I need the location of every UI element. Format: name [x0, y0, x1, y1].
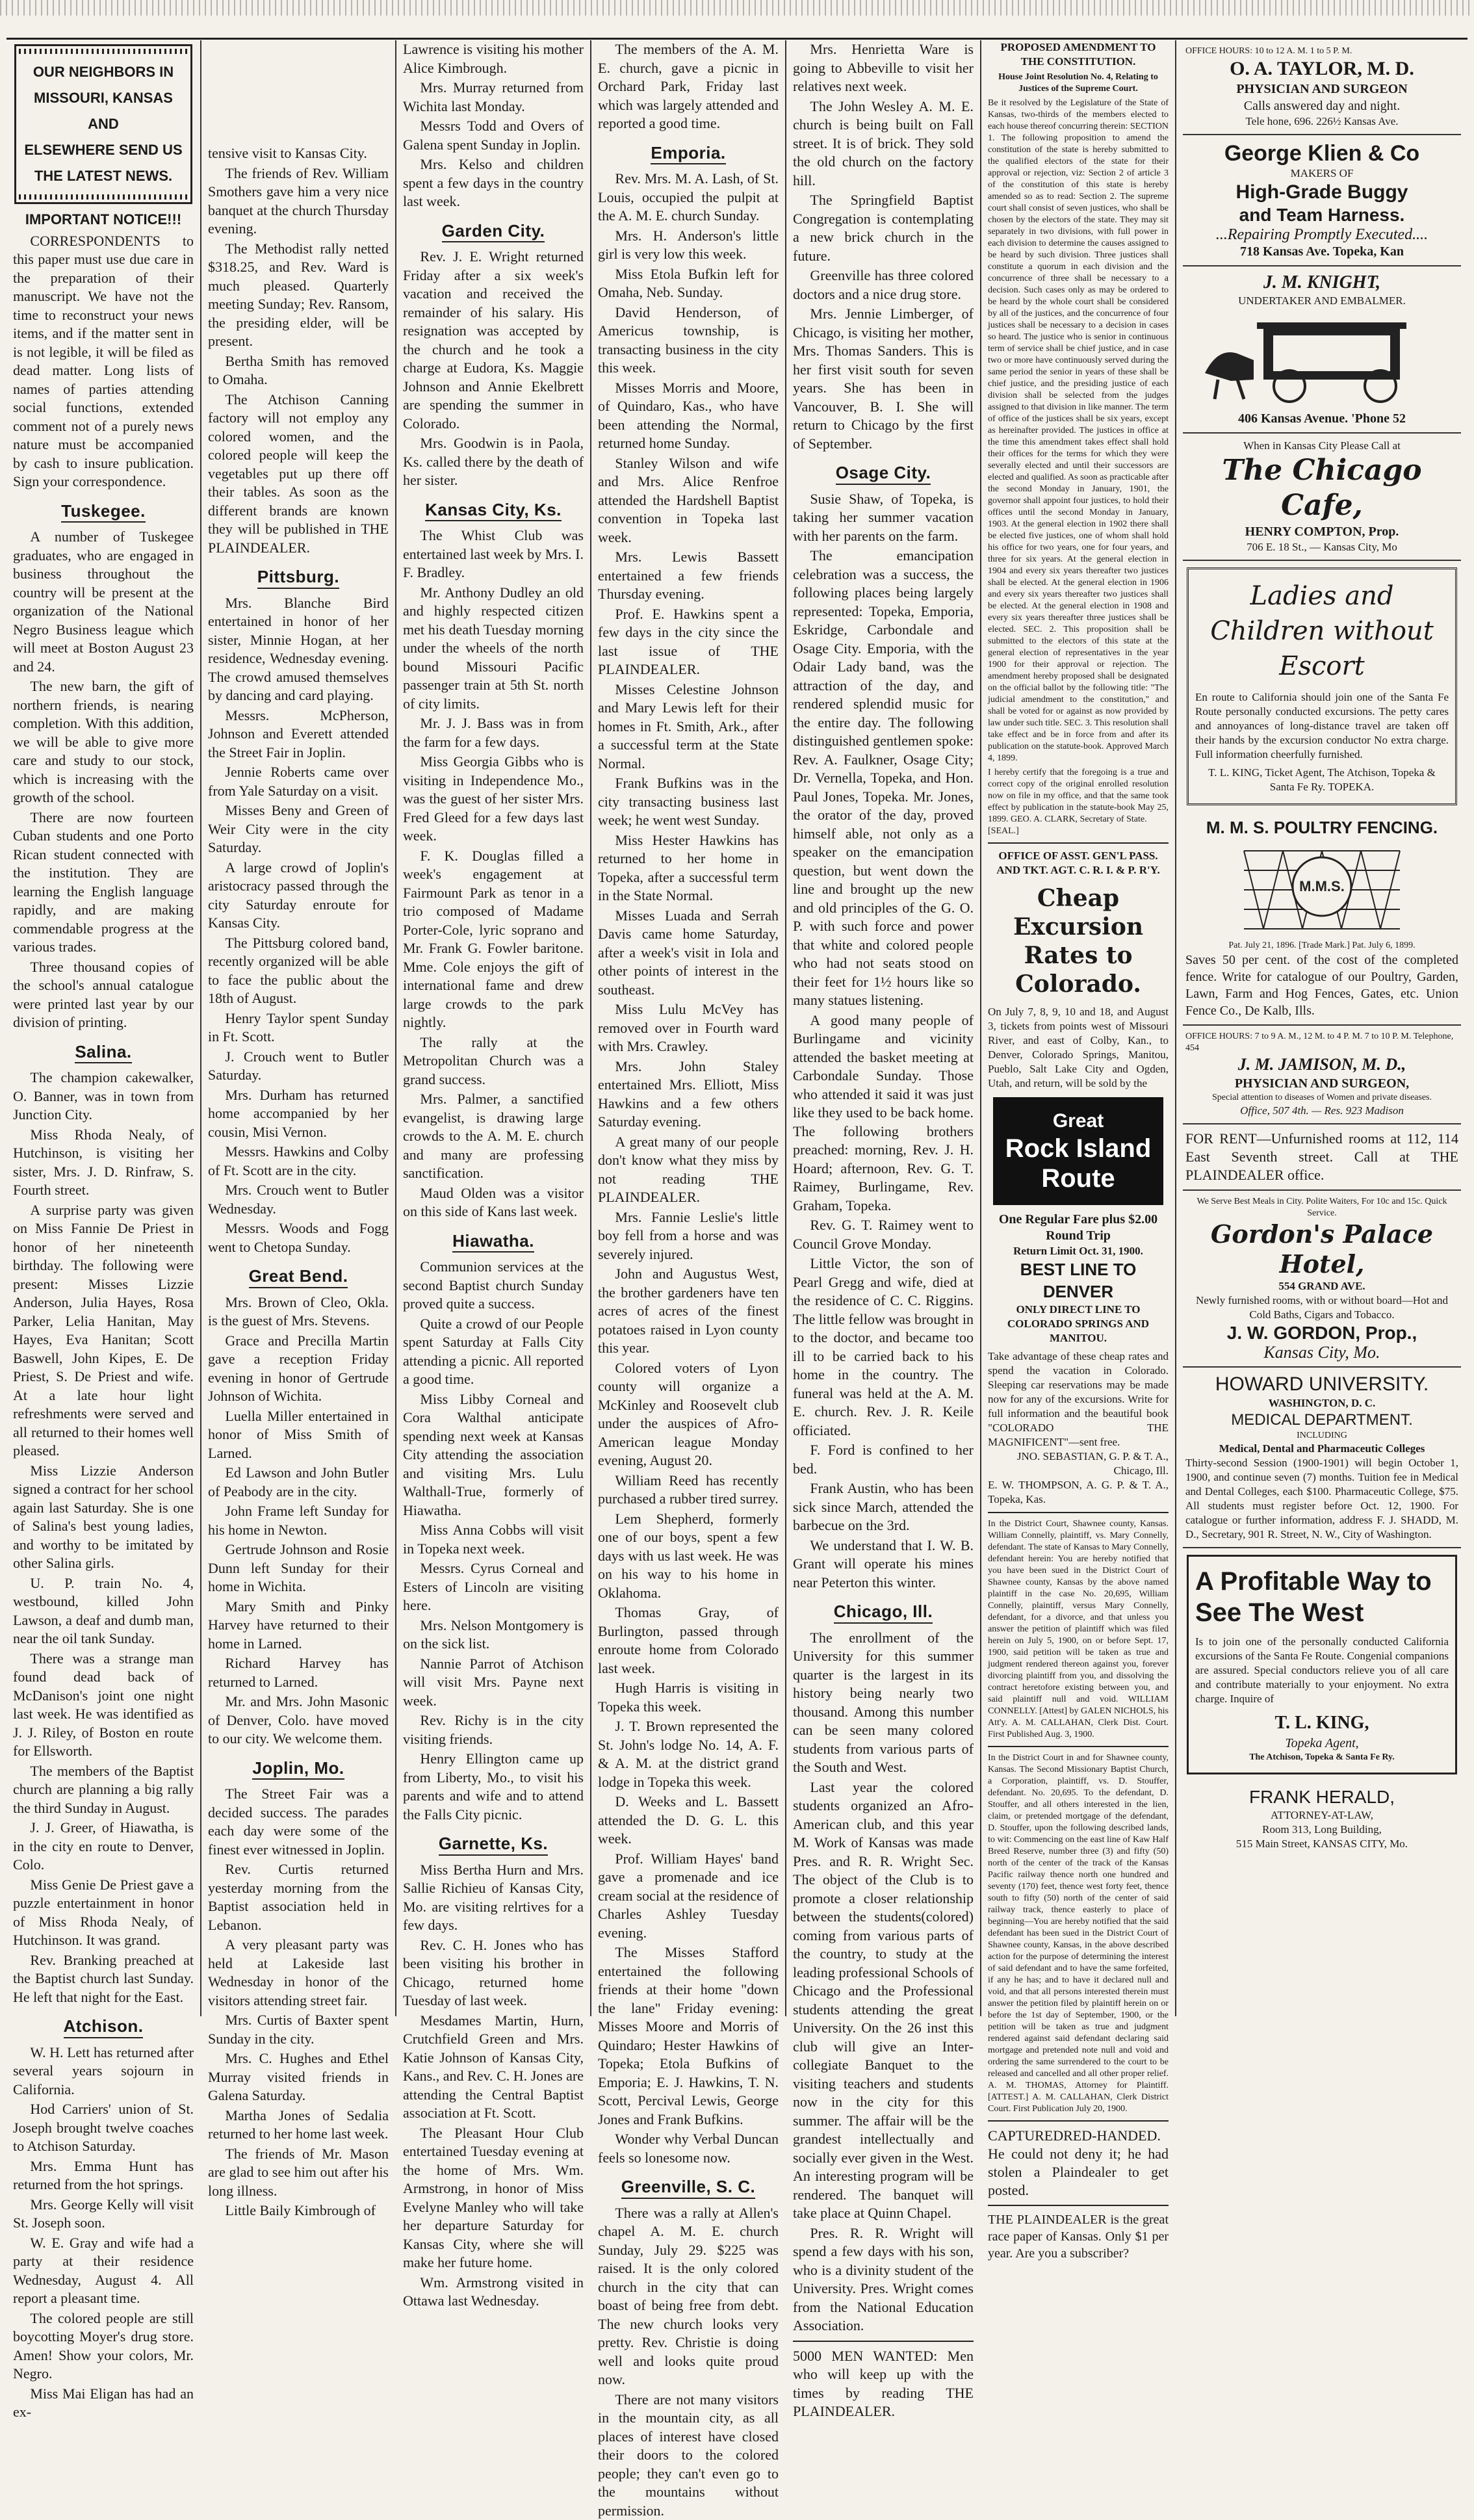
- taylor-ad: [1183, 40, 1461, 135]
- article-paragraph: Henry Taylor spent Sunday in Ft. Scott.: [208, 1009, 389, 1046]
- ladies-agent: T. L. KING, Ticket Agent, The Atchison, Topeka & Santa Fe Ry. TOPEKA.: [1195, 766, 1449, 794]
- article-paragraph: There are now fourteen Cuban students and one Porto Rican student connected with the institution. They are learning the English language rapidly, and are making commendable progress at the various trades.: [13, 809, 194, 957]
- article-paragraph: Wm. Armstrong visited in Ottawa last Wednesday.: [403, 2274, 584, 2311]
- article-paragraph: The Methodist rally netted $318.25, and Rev. Ward is much pleased. Quarterly meeting Sunday; Rev. Ransom, the presiding elder, will be present.: [208, 240, 389, 351]
- article-paragraph: Mrs. Crouch went to Butler Wednesday.: [208, 1181, 389, 1218]
- gordon-proprietor: J. W. GORDON, Prop.,: [1185, 1322, 1458, 1344]
- jamison-note: Special attention to diseases of Women and private diseases.: [1185, 1092, 1458, 1104]
- article-paragraph: U. P. train No. 4, westbound, killed John Lawson, a deaf and dumb man, near the oil tank Sunday.: [13, 1574, 194, 1648]
- article-paragraph: A large crowd of Joplin's aristocracy passed through the city Saturday enroute for Kansas City.: [208, 859, 389, 933]
- article-paragraph: The members of the Baptist church are planning a big rally the third Sunday in August.: [13, 1762, 194, 1818]
- gordon-top: We Serve Best Meals in City. Polite Waiters, For 10c and 15c. Quick Service.: [1185, 1196, 1458, 1219]
- article-paragraph: Mr. Anthony Dudley an old and highly respected citizen met his death Tuesday morning under the wheels of the north bound Missouri Pacific passenger train at 5th St. north of city limits.: [403, 584, 584, 714]
- article-paragraph: Misses Luada and Serrah Davis came home Saturday, after a week's visit in Iola and other points of interest in the southeast.: [598, 907, 779, 1000]
- article-paragraph: Mr. J. J. Bass was in from the farm for a few days.: [403, 714, 584, 751]
- article-paragraph: The Misses Stafford entertained the following friends at their home "down the lane" Friday evening: Misses Moore and Morris of Quindaro; Hester Hawkins of Topeka; Etola Bufkins of Emporia; E. J. Hawkins, T. N. Scott, Percival Lewis, George Jones and Frank Bufkins.: [598, 1943, 779, 2129]
- article-paragraph: Mrs. Blanche Bird entertained in honor of her sister, Minnie Hogan, at her residence, Wednesday evening. The crowd amused themselves by dancing and card playing.: [208, 594, 389, 705]
- article-paragraph: Miss Etola Bufkin left for Omaha, Neb. Sunday.: [598, 265, 779, 302]
- osage-city-heading-text: Osage City.: [836, 463, 931, 485]
- article-paragraph: Messrs. Cyrus Corneal and Esters of Lincoln are visiting here.: [403, 1559, 584, 1615]
- divider: [793, 2341, 974, 2342]
- article-paragraph: Maud Olden was a visitor on this side of Kans last week.: [403, 1184, 584, 1221]
- gordon-hotel-ad: [1183, 1191, 1461, 1368]
- thompson-signature: E. W. THOMPSON, A. G. P. & T. A., Topeka, Kas.: [988, 1478, 1169, 1507]
- banner-spacer: [208, 40, 389, 144]
- article-paragraph: Lem Shepherd, formerly one of our boys, spent a few days with us last week. He was on his way to his home in Oklahoma.: [598, 1510, 779, 1603]
- article-paragraph: W. E. Gray and wife had a party at their residence Wednesday, August 4. All report a pleasant time.: [13, 2234, 194, 2308]
- article-paragraph: Miss Rhoda Nealy, of Hutchinson, is visiting her sister, Mrs. J. D. Rinfraw, S. Fourth street.: [13, 1126, 194, 1200]
- howard-text: Thirty-second Session (1900-1901) will begin October 1, 1900, and continue seven (7) months. Tuition fee in Medical and Dental Colleges, each $100. Pharmaceutic College, $75. All students must register before Oct. 12, 1900. For catalogue or further information, address F. J. SHADD, M. D., Secretary, 901 R. Street, N. W., City of Washington.: [1185, 1456, 1458, 1542]
- article-paragraph: Mrs. Goodwin is in Paola, Ks. called there by the death of her sister.: [403, 434, 584, 490]
- klien-repair: ...Repairing Promptly Executed....: [1185, 226, 1458, 243]
- herald-ad: [1183, 1781, 1461, 1856]
- gordon-city: Kansas City, Mo.: [1185, 1344, 1458, 1361]
- article-paragraph: Grace and Precilla Martin gave a reception Friday evening in honor of Gertrude Johnson of Wichita.: [208, 1332, 389, 1406]
- article-paragraph: Henry Ellington came up from Liberty, Mo., to visit his parents and wife and to attend the Falls City picnic.: [403, 1750, 584, 1824]
- pittsburg-heading-text: Pittsburg.: [257, 567, 339, 589]
- emporia-heading-text: Emporia.: [651, 144, 725, 165]
- article-paragraph: J. Crouch went to Butler Saturday.: [208, 1048, 389, 1085]
- article-paragraph: Pres. R. R. Wright will spend a few days with his son, who is a divinity student of the University. Pres. Wright comes from the National Education Association.: [793, 2224, 974, 2335]
- tuskegee-heading: [13, 502, 194, 523]
- knight-address: 406 Kansas Avenue. 'Phone 52: [1185, 410, 1458, 427]
- column-2: [201, 40, 396, 2016]
- article-paragraph: The enrollment of the University for this summer quarter is the largest in its history being nearly two thousand. Among this number can be seen many colored students from various parts of the South and West.: [793, 1629, 974, 1777]
- howard-city: WASHINGTON, D. C.: [1185, 1396, 1458, 1410]
- hiawatha-heading: [403, 1232, 584, 1253]
- article-paragraph: Mrs. Emma Hunt has returned from the hot springs.: [13, 2157, 194, 2194]
- advantage-text: Take advantage of these cheap rates and spend the vacation in Colorado. Sleeping car reservations may be made now for any of the excursions. Write for full information and the beautiful book "COLORADO THE MAGNIFICENT"—sent free.: [988, 1349, 1169, 1449]
- knight-name: J. M. KNIGHT,: [1185, 272, 1458, 294]
- article-paragraph: William Reed has recently purchased a rubber tired surrey.: [598, 1472, 779, 1509]
- article-paragraph: The Pleasant Hour Club entertained Tuesday evening at the home of Mrs. Wm. Armstrong, in honor of Miss Evelyne Manley who will take her departure Saturday for Kansas City, where she will make her future home.: [403, 2124, 584, 2272]
- article-paragraph: There was a strange man found dead back of McDanison's joint one night last week. He was identified as J. J. Riley, of Boston en route for Ellsworth.: [13, 1650, 194, 1761]
- article-paragraph: Mesdames Martin, Hurn, Crutchfield Green and Mrs. Katie Johnson of Kansas City, Kans., and Rev. C. H. Jones are attending the Central Baptist association at Ft. Scott.: [403, 2012, 584, 2123]
- greenville-heading: [598, 2177, 779, 2199]
- article-paragraph: Hugh Harris is visiting in Topeka this week.: [598, 1679, 779, 1716]
- profit-railway: The Atchison, Topeka & Santa Fe Ry.: [1195, 1752, 1449, 1763]
- cafe-proprietor: HENRY COMPTON, Prop.: [1185, 523, 1458, 540]
- taylor-title: PHYSICIAN AND SURGEON: [1185, 81, 1458, 97]
- article-paragraph: Mrs. Henrietta Ware is going to Abbeville to visit her relatives next week.: [793, 40, 974, 96]
- article-paragraph: Gertrude Johnson and Rosie Dunn left Sunday for their home in Wichita.: [208, 1540, 389, 1596]
- klien-address: 718 Kansas Ave. Topeka, Kan: [1185, 243, 1458, 260]
- profit-king: T. L. KING,: [1195, 1711, 1449, 1735]
- article-paragraph: Miss Hester Hawkins has returned to her home in Topeka, after a successful term in the State Normal.: [598, 831, 779, 905]
- article-paragraph: Mrs. Kelso and children spent a few days in the country last week.: [403, 155, 584, 211]
- column-1: [6, 40, 201, 2016]
- article-paragraph: Last year the colored students organized an Afro-American club, and this year M. Work of Kansas was made Pres. and R. R. Wright Sec. The object of the Club is to promote a closer relationship between the students(colored) coming from various parts of the country, to study at the leading professional Schools of Chicago and the Professional students attending the great University. On the 26 inst this club will give an Inter-collegiate Banquet to the visiting teachers and students now in the city for this summer. The affair will be the grandest intellectually and socially ever given in the West. An interesting program will be rendered. The banquet will take place at Quinn Chapel.: [793, 1778, 974, 2223]
- notice-title: IMPORTANT NOTICE!!!: [13, 211, 194, 229]
- article-paragraph: J. T. Brown represented the St. John's lodge No. 14, A. F. & A. M. at the district grand lodge in Topeka this week.: [598, 1717, 779, 1791]
- article-paragraph: A great many of our people don't know what they miss by not reading THE PLAINDEALER.: [598, 1133, 779, 1207]
- return-limit: Return Limit Oct. 31, 1900.: [988, 1244, 1169, 1258]
- article-paragraph: Mrs. H. Anderson's little girl is very low this week.: [598, 227, 779, 264]
- article-paragraph: F. Ford is confined to her bed.: [793, 1441, 974, 1478]
- gordon-name: Gordon's Palace Hotel,: [1185, 1219, 1458, 1279]
- howard-ad: [1183, 1368, 1461, 1548]
- article-paragraph: Luella Miller entertained in honor of Miss Smith of Larned.: [208, 1407, 389, 1463]
- article-paragraph: Messrs Todd and Overs of Galena spent Sunday in Joplin.: [403, 117, 584, 154]
- jamison-ad: [1183, 1026, 1461, 1124]
- article-paragraph: Frank Bufkins was in the city transacting business last week; he went west Sunday.: [598, 774, 779, 830]
- sebastian-signature: JNO. SEBASTIAN, G. P. & T. A., Chicago, Ill.: [988, 1449, 1169, 1478]
- article-paragraph: Miss Lulu McVey has removed over in Fourth ward with Mrs. Crawley.: [598, 1000, 779, 1056]
- garden-city-heading: [403, 222, 584, 243]
- logo-route: Route: [997, 1163, 1159, 1193]
- divider: [988, 2120, 1169, 2122]
- herald-room: Room 313, Long Building,: [1185, 1823, 1458, 1837]
- best-line: BEST LINE TO DENVER: [988, 1258, 1169, 1303]
- klien-name: George Klien & Co: [1185, 140, 1458, 166]
- jamison-name: J. M. JAMISON, M. D.,: [1185, 1054, 1458, 1075]
- article-paragraph: Miss Libby Corneal and Cora Walthal anticipate spending next week at Kansas City attending the association and visiting Mrs. Lulu Walthall-True, formerly of Hiawatha.: [403, 1390, 584, 1520]
- klien-makers: MAKERS OF: [1185, 166, 1458, 181]
- article-paragraph: Thomas Gray, of Burlington, passed through enroute home from Colorado last week.: [598, 1604, 779, 1678]
- legal-notice-2: In the District Court in and for Shawnee county, Kansas. The Second Missionary Baptist Church, a Corporation, plaintiff, vs. D. Stouffer, defendant. No. 20,695. To the defendant, D. Stouffer, and all others interested in the lien, claim, or pretended mortgage of the defendant, D. Stouffer, upon the following described lands, to wit: Commencing on the east line of Kaw Half Breed Reserve, number three (3) and fifty (50) north of the center of the track of the Kansas Pacific railway thence north one hundred and seventy (170) feet, thence west forty feet, thence south to fifty (50) north of the center of said railway track, thence easterly to place of beginning—You are hereby notified that the said defendant has been sued in the District Court of Shawnee county, Kansas, in the above described action for the purpose of determining the interest of said defendant and to have the same forfeited, if any he has; and to have it declared null and void, and that all persons interested therein must answer the petition filed by plaintiff herein on or before the 1st day of September, 1900, or the petition will be taken as true and judgment rendered against said defendant declaring said mortgage and pretended note null and void and ordering the same surrendered to the court to be released and cancelled and all other proper relief. A. M. THOMAS, Attorney for Plaintiff. [ATTEST.] A. M. CALLAHAN, Clerk District Court. First Publication July 20, 1900.: [988, 1752, 1169, 2115]
- poultry-title: M. M. S. POULTRY FENCING.: [1185, 817, 1458, 838]
- kansas-city-heading: [403, 500, 584, 522]
- atchison-heading-text: Atchison.: [64, 2017, 144, 2038]
- hiawatha-heading-text: Hiawatha.: [452, 1232, 534, 1253]
- logo-great: Great: [997, 1109, 1159, 1134]
- captured-notice: CAPTUREDRED-HANDED. He could not deny it; he had stolen a Plaindealer to get posted.: [988, 2127, 1169, 2200]
- article-paragraph: Three thousand copies of the school's annual catalogue were printed last year by our division of printing.: [13, 958, 194, 1032]
- profitable-way-ad: [1187, 1555, 1457, 1774]
- greenville-heading-text: Greenville, S. C.: [621, 2177, 755, 2199]
- article-paragraph: Rev. G. T. Raimey went to Council Grove Monday.: [793, 1216, 974, 1253]
- article-paragraph: Mrs. Brown of Cleo, Okla. is the guest of Mrs. Stevens.: [208, 1293, 389, 1331]
- article-paragraph: Rev. J. E. Wright returned Friday after a six week's vacation and received the remainder of his salary. His resignation was accepted by the church and he took a charge at Eudora, Ks. Maggie Johnson and Annie Ekelbrett are spending the summer in Colorado.: [403, 248, 584, 433]
- divider: [988, 1746, 1169, 1747]
- taylor-name: O. A. TAYLOR, M. D.: [1185, 57, 1458, 81]
- chicago-cafe-ad: [1183, 434, 1461, 561]
- great-bend-heading: [208, 1267, 389, 1288]
- salina-heading: [13, 1043, 194, 1064]
- notice-text: CORRESPONDENTS to this paper must use due care in the preparation of their manuscript. We have not the time to reconstruct your news items, and if the matter sent in is not legible, it will be filed as dead matter. Long lists of names of parties attending social functions, extended comment not of a purely news nature must be accompanied by cash to insure publication. Sign your correspondence.: [13, 232, 194, 491]
- article-paragraph: The champion cakewalker, O. Banner, was in town from Junction City.: [13, 1069, 194, 1124]
- article-paragraph: The friends of Mr. Mason are glad to see him out after his long illness.: [208, 2145, 389, 2201]
- article-paragraph: Miss Anna Cobbs will visit in Topeka next week.: [403, 1521, 584, 1558]
- article-paragraph: Mrs. Jennie Limberger, of Chicago, is visiting her mother, Mrs. Thomas Sanders. This is her first visit south for seven years. She has been in Vancouver, B. I. She will return to Chicago by the first of September.: [793, 305, 974, 453]
- article-paragraph: The members of the A. M. E. church, gave a picnic in Orchard Park, Friday last which was largely attended and reported a good time.: [598, 40, 779, 133]
- knight-ad: [1183, 266, 1461, 434]
- banner-line-2: ELSEWHERE SEND US THE LATEST NEWS.: [20, 137, 187, 189]
- gordon-address: 554 GRAND AVE.: [1185, 1279, 1458, 1293]
- klien-ad: [1183, 135, 1461, 266]
- divider: [988, 1512, 1169, 1513]
- article-paragraph: Mr. and Mrs. John Masonic of Denver, Colo. have moved to our city. We welcome them.: [208, 1693, 389, 1748]
- article-paragraph: Rev. Branking preached at the Baptist church last Sunday. He left that night for the East.: [13, 1951, 194, 2007]
- article-paragraph: There was a rally at Allen's chapel A. M. E. church Sunday, July 29. $225 was raised. It is the only colored church in the city that can boast of being free from debt. The new church looks very pretty. Rev. Christie is doing well and looks quite proud now.: [598, 2204, 779, 2389]
- poultry-ad: [1183, 812, 1461, 1026]
- divider: [988, 842, 1169, 844]
- amendment-subtitle: House Joint Resolution No. 4, Relating to Justices of the Supreme Court.: [988, 71, 1169, 95]
- article-paragraph: Mary Smith and Pinky Harvey have returned to their home in Larned.: [208, 1598, 389, 1654]
- emporia-heading: [598, 144, 779, 165]
- article-paragraph: Mrs. Palmer, a sanctified evangelist, is drawing large crowds to the A. M. E. church and many are professing sanctification.: [403, 1090, 584, 1183]
- article-paragraph: Little Baily Kimbrough of: [208, 2202, 389, 2220]
- poultry-emblem-icon: [1237, 838, 1406, 935]
- for-rent-ad: [1183, 1124, 1461, 1191]
- tuskegee-heading-text: Tuskegee.: [61, 502, 146, 523]
- article-paragraph: The John Wesley A. M. E. church is being built on Fall street. It is of brick. They sold the old church on the factory hill.: [793, 97, 974, 190]
- article-paragraph: Mrs. Nelson Montgomery is on the sick list.: [403, 1617, 584, 1654]
- article-paragraph: Rev. Mrs. M. A. Lash, of St. Louis, occupied the pulpit at the A. M. E. church Sunday.: [598, 170, 779, 226]
- joplin-heading-text: Joplin, Mo.: [252, 1759, 344, 1780]
- klien-buggy: High-Grade Buggy: [1185, 181, 1458, 204]
- article-paragraph: Little Victor, the son of Pearl Gregg and wife, died at the residence of C. C. Riggins. The little fellow was brought in to the doctor, and became too ill to be carried back to his home in the country. The funeral was held at the A. M. E. church. Rev. J. R. Keile officiated.: [793, 1254, 974, 1440]
- garnette-heading-text: Garnette, Ks.: [439, 1834, 548, 1856]
- column-6: [981, 40, 1176, 2016]
- article-paragraph: There are not many visitors in the mountain city, as all places of interest have closed their doors to the colored people; they can't even go to the mountains without permission.: [598, 2391, 779, 2520]
- paper-subscription: THE PLAINDEALER is the great race paper of Kansas. Only $1 per year. Are you a subscriber?: [988, 2211, 1169, 2262]
- article-paragraph: A good many people of Burlingame and vicinity attended the basket meeting at Carbondale Sunday. Those who attended it said it was just like they used to be back home. The following brothers preached: morning, Rev. J. H. Hoard; afternoon, Rev. G. T. Raimey, Burlingame, Rev. Graham, Topeka.: [793, 1011, 974, 1215]
- profit-agent: Topeka Agent,: [1195, 1735, 1449, 1752]
- article-paragraph: We understand that I. W. B. Grant will operate his mines near Peterton this winter.: [793, 1537, 974, 1592]
- article-paragraph: Rev. C. H. Jones who has been visiting his brother in Chicago, returned home Tuesday of last week.: [403, 1936, 584, 2010]
- article-paragraph: Wonder why Verbal Duncan feels so lonesome now.: [598, 2130, 779, 2167]
- article-paragraph: Messrs. Woods and Fogg went to Chetopa Sunday.: [208, 1219, 389, 1256]
- article-paragraph: Rev. Richy is in the city visiting friends.: [403, 1711, 584, 1748]
- great-bend-heading-text: Great Bend.: [249, 1267, 348, 1288]
- cafe-when: When in Kansas City Please Call at: [1185, 439, 1458, 453]
- article-paragraph: tensive visit to Kansas City.: [208, 144, 389, 163]
- article-paragraph: Misses Morris and Moore, of Quindaro, Kas., who have been attending the Normal, returned home Sunday.: [598, 379, 779, 453]
- howard-department: MEDICAL DEPARTMENT.: [1185, 1410, 1458, 1430]
- article-paragraph: The Pittsburg colored band, recently organized will be able to face the public about the 18th of August.: [208, 934, 389, 1008]
- newspaper-page: [6, 40, 1468, 2020]
- amendment-certification: I hereby certify that the foregoing is a true and correct copy of the original enrolled resolution now on file in my office, and that the same took effect by publication in the statute-book May 25, 1899. GEO. A. CLARK, Secretary of State.: [988, 767, 1169, 825]
- article-paragraph: J. J. Greer, of Hiawatha, is in the city en route to Denver, Colo.: [13, 1819, 194, 1875]
- article-paragraph: Miss Genie De Priest gave a puzzle entertainment in honor of Miss Rhoda Nealy, of Hutchinson. It was grand.: [13, 1876, 194, 1950]
- article-paragraph: Richard Harvey has returned to Larned.: [208, 1654, 389, 1691]
- salina-heading-text: Salina.: [75, 1043, 131, 1064]
- cheap-rates-headline: Cheap Excursion Rates to Colorado.: [988, 884, 1169, 998]
- garnette-heading: [403, 1834, 584, 1856]
- article-paragraph: Quite a crowd of our People spent Saturday at Falls City attending a picnic. All reported a good time.: [403, 1315, 584, 1389]
- article-paragraph: Mrs. Murray returned from Wichita last Monday.: [403, 79, 584, 116]
- article-paragraph: Greenville has three colored doctors and a nice drug store.: [793, 266, 974, 304]
- banner-line-1: OUR NEIGHBORS IN MISSOURI, KANSAS AND: [20, 59, 187, 137]
- article-paragraph: Mrs. John Staley entertained Mrs. Elliott, Miss Hawkins and a few others Saturday evening.: [598, 1058, 779, 1132]
- article-paragraph: Martha Jones of Sedalia returned to her home last week.: [208, 2107, 389, 2144]
- kansas-city-heading-text: Kansas City, Ks.: [425, 500, 562, 522]
- herald-address: 515 Main Street, KANSAS CITY, Mo.: [1185, 1837, 1458, 1851]
- column-3: [396, 40, 591, 2016]
- article-paragraph: Misses Celestine Johnson and Mary Lewis left for their homes in Ft. Smith, Ark., after a successful term at the State Normal.: [598, 681, 779, 773]
- for-rent-text: FOR RENT—Unfurnished rooms at 112, 114 East Seventh street. Call at THE PLAINDEALER office.: [1185, 1130, 1458, 1184]
- article-paragraph: D. Weeks and L. Bassett attended the D. G. L. this week.: [598, 1793, 779, 1849]
- article-paragraph: The new barn, the gift of northern friends, is nearing completion. With this addition, we will be able to give more care and study to our stock, which is increasing with the growth of the school.: [13, 677, 194, 807]
- article-paragraph: Miss Mai Eligan has had an ex-: [13, 2385, 194, 2422]
- article-paragraph: Prof. E. Hawkins spent a few days in the city since the last issue of THE PLAINDEALER.: [598, 605, 779, 679]
- column-4: [591, 40, 786, 2016]
- article-paragraph: David Henderson, of Americus township, is transacting business in the city this week.: [598, 304, 779, 378]
- torn-page-edge: [0, 0, 1474, 16]
- cafe-address: 706 E. 18 St., — Kansas City, Mo: [1185, 540, 1458, 554]
- cheap-rates-text: On July 7, 8, 9, 10 and 18, and August 3, tickets from points west of Missouri River, and east of Colby, Kan., to Denver, Colorado Springs, Manitou, Pueblo, Salt Lake City and Ogden, Utah, and return, will be sold by the: [988, 1005, 1169, 1091]
- seal-label: [SEAL.]: [988, 825, 1169, 837]
- ladies-title: Ladies and Children without Escort: [1195, 578, 1449, 684]
- divider: [988, 2205, 1169, 2206]
- joplin-heading: [208, 1759, 389, 1780]
- legal-notice-1: In the District Court, Shawnee county, Kansas. William Connelly, plaintiff, vs. Mary Connelly, defendant. The state of Kansas to Mary Connelly, defendant herein: You are hereby notified that you have been sued in the District Court of Shawnee county, Kansas by the above named plaintiff in the case No. 20,695, William Connelly, plaintiff, versus Mary Connelly, defendant, for a divorce, and that unless you answer the petition of plaintiff which was filed herein on July 5, 1900, on or before Sept. 17, 1900, said petition will be taken as true and judgment rendered thereon against you, forever divorcing plaintiff from you, and dissolving the contract heretofore existing between you, and said plaintiff null and void. WILLIAM CONNELLY. [Attest] by GALEN NICHOLS, his Att'y. A. M. CALLAHAN, Clerk Dist. Court. First Published Aug. 3, 1900.: [988, 1518, 1169, 1741]
- jamison-hours: OFFICE HOURS: 7 to 9 A. M., 12 M. to 4 P. M. 7 to 10 P. M. Telephone, 454: [1185, 1031, 1458, 1054]
- herald-title: ATTORNEY-AT-LAW,: [1185, 1808, 1458, 1823]
- article-paragraph: Miss Lizzie Anderson signed a contract for her school again last Saturday. She is one of Salina's best young ladies, and worthy to be imitated by other Salina girls.: [13, 1462, 194, 1573]
- article-paragraph: Jennie Roberts came over from Yale Saturday on a visit.: [208, 763, 389, 800]
- article-paragraph: Rev. Curtis returned yesterday morning from the Baptist association held in Lebanon.: [208, 1860, 389, 1934]
- article-paragraph: John and Augustus West, the brother gardeners have ten acres of acres of the finest potatoes raised in Lyon county this year.: [598, 1265, 779, 1358]
- article-paragraph: Mrs. Curtis of Baxter spent Sunday in the city.: [208, 2011, 389, 2048]
- only-direct-line: ONLY DIRECT LINE TO COLORADO SPRINGS AND MANITOU.: [988, 1303, 1169, 1345]
- taylor-calls: Calls answered day and night.: [1185, 97, 1458, 114]
- atchison-heading: [13, 2017, 194, 2038]
- article-paragraph: Frank Austin, who has been sick since March, attended the barbecue on the 3rd.: [793, 1479, 974, 1535]
- article-paragraph: The Whist Club was entertained last week by Mrs. I. F. Bradley.: [403, 526, 584, 582]
- column-7: [1176, 40, 1468, 2016]
- article-paragraph: Nannie Parrot of Atchison will visit Mrs. Payne next week.: [403, 1655, 584, 1711]
- article-paragraph: The Street Fair was a decided success. The parades each day were some of the finest ever witnessed in Joplin.: [208, 1785, 389, 1859]
- chicago-heading-text: Chicago, Ill.: [834, 1602, 933, 1624]
- article-paragraph: The colored people are still boycotting Moyer's drug store. Amen! Show your colors, Mr. Negro.: [13, 2309, 194, 2384]
- article-paragraph: Mrs. Lewis Bassett entertained a few friends Thursday evening.: [598, 548, 779, 604]
- jamison-title: PHYSICIAN AND SURGEON,: [1185, 1075, 1458, 1092]
- taylor-telephone: Tele hone, 696. 226½ Kansas Ave.: [1185, 114, 1458, 129]
- article-paragraph: Mrs. Durham has returned home accompanied by her cousin, Misi Vernon.: [208, 1086, 389, 1142]
- article-paragraph: John Frame left Sunday for his home in Newton.: [208, 1502, 389, 1539]
- article-paragraph: Misses Beny and Green of Weir City were in the city Saturday.: [208, 801, 389, 857]
- taylor-hours: OFFICE HOURS: 10 to 12 A. M. 1 to 5 P. M.: [1185, 45, 1458, 57]
- jamison-address: Office, 507 4th. — Res. 923 Madison: [1185, 1104, 1458, 1118]
- article-paragraph: Mrs. C. Hughes and Ethel Murray visited friends in Galena Saturday.: [208, 2049, 389, 2105]
- logo-rock-island: Rock Island: [997, 1134, 1159, 1163]
- amendment-title: PROPOSED AMENDMENT TO THE CONSTITUTION.: [988, 40, 1169, 69]
- poultry-text: Saves 50 per cent. of the cost of the completed fence. Write for catalogue of our Poultry, Garden, Lawn, Farm and Hog Fences, Gates, etc. Union Fence Co., De Kalb, Ills.: [1185, 952, 1458, 1019]
- section-banner: [14, 44, 192, 204]
- top-rule: [6, 38, 1468, 40]
- article-paragraph: Stanley Wilson and wife and Mrs. Alice Renfroe attended the Hardshell Baptist convention in Topeka last week.: [598, 454, 779, 547]
- article-paragraph: W. H. Lett has returned after several years sojourn in California.: [13, 2044, 194, 2099]
- article-paragraph: The friends of Rev. William Smothers gave him a very nice banquet at the church Thursday evening.: [208, 164, 389, 239]
- howard-colleges: Medical, Dental and Pharmaceutic Colleges: [1185, 1442, 1458, 1456]
- article-paragraph: Mrs. George Kelly will visit St. Joseph soon.: [13, 2196, 194, 2233]
- article-paragraph: The Springfield Baptist Congregation is contemplating a new brick church in the future.: [793, 191, 974, 265]
- poultry-dates: Pat. July 21, 1896. [Trade Mark.] Pat. July 6, 1899.: [1185, 940, 1458, 952]
- chicago-heading: [793, 1602, 974, 1624]
- article-paragraph: Ed Lawson and John Butler of Peabody are in the city.: [208, 1464, 389, 1501]
- article-paragraph: Lawrence is visiting his mother Alice Kimbrough.: [403, 40, 584, 77]
- poultry-emblem-text: M.M.S.: [1299, 878, 1345, 894]
- klien-harness: and Team Harness.: [1185, 204, 1458, 226]
- cafe-name: The Chicago Cafe,: [1185, 453, 1458, 523]
- herald-name: FRANK HERALD,: [1185, 1786, 1458, 1808]
- men-wanted-notice: 5000 MEN WANTED: Men who will keep up with the times by reading THE PLAINDEALER.: [793, 2347, 974, 2421]
- article-paragraph: The rally at the Metropolitan Church was a grand success.: [403, 1033, 584, 1089]
- article-paragraph: Communion services at the second Baptist church Sunday proved quite a success.: [403, 1258, 584, 1314]
- article-paragraph: A surprise party was given on Miss Fannie De Priest in honor of her nineteenth birthday. The following were present: Misses Lizzie Anderson, Julia Hayes, Rosa Parker, Lelia Hanitan, May Hayes, Eva Hanitan; Scott Baswell, John Kipes, E. De Priest, S. De Priest and wife. At a late hour light refreshments were served and all returned to their homes well pleased.: [13, 1201, 194, 1461]
- article-paragraph: Miss Bertha Hurn and Mrs. Sallie Richieu of Kansas City, Mo. are visiting relrtives for a few days.: [403, 1861, 584, 1935]
- pittsburg-heading: [208, 567, 389, 589]
- article-paragraph: The Atchison Canning factory will not employ any colored women, and the colored people will keep the vegetables put up there off their tables. As soon as the different brands are known they will be published in THE PLAINDEALER.: [208, 391, 389, 558]
- article-paragraph: Miss Georgia Gibbs who is visiting in Independence Mo., was the guest of her sister Mrs. Fred Gleed for a few days last week.: [403, 753, 584, 846]
- profit-title: A Profitable Way to See The West: [1195, 1566, 1449, 1628]
- article-paragraph: Messrs. McPherson, Johnson and Everett attended the Street Fair in Joplin.: [208, 707, 389, 762]
- amendment-text: Be it resolved by the Legislature of the State of Kansas, two-thirds of the members elected to each house thereof concurring therein: SECTION 1. The following proposition to amend the constitution of the state is hereby submitted to the qualified electors of the state for their approval or rejection, viz: Section 2 of article 3 of the constitution of this state is hereby amended so as to read: Section 2. The supreme court shall consist of seven justices, who shall be chosen by the electors of the state. They may sit separately in two divisions, with full power in each division to determine the causes assigned to be heard by such division. Three justices shall constitute a quorum in each division and the concurrence of three shall be necessary to a decision. Such cases only as may be ordered to be heard by the whole court shall be considered by all of the justices, and the concurrence of four justices shall be necessary to a decision in cases so heard. The justice who is senior in continuous term of service shall be chief justice, and in case two or more have continuously served during the same period the senior in years of these shall be chief justice, and the presiding justice of each division shall be selected from the judges assigned to that division in like manner. The term of office of the justices shall be six years, except as hereinafter provided. The justices in office at the time this amendment takes effect shall hold their offices for the terms for which they were severally elected and until their successors are elected and qualified. As soon as practicable after the second Monday in January, 1901, the governor shall appoint four justices, to hold their offices until the second Monday in January, 1903. At the general election in 1902 there shall be elected five justices, one of whom shall hold his office for two years, one for four years, and three for six years. At the general election in 1904 and every six years thereafter two justices shall be elected. At the general election in 1906 and every six years thereafter two justices shall be elected. At the general election in 1908 and every six years thereafter three justices shall be elected. SEC. 2. This proposition shall be submitted to the electors of this state at the general election of representatives in the year 1900 for their approval or rejection. The amendment hereby proposed shall be designated on the official ballot by the following title: "The judicial amendment to the constitution," and shall be voted for or against as now provided by law under such title. SEC. 3. This resolution shall take effect and be in force from and after its publication on the statute-book. Approved March 4, 1899.: [988, 97, 1169, 764]
- article-paragraph: Susie Shaw, of Topeka, is taking her summer vacation with her parents on the farm.: [793, 490, 974, 546]
- article-paragraph: Hod Carriers' union of St. Joseph brought twelve coaches to Atchison Saturday.: [13, 2100, 194, 2156]
- office-line: OFFICE OF ASST. GEN'L PASS. AND TKT. AGT. C. R. I. & P. R'Y.: [988, 849, 1169, 877]
- article-paragraph: Messrs. Hawkins and Colby of Ft. Scott are in the city.: [208, 1143, 389, 1180]
- article-paragraph: The emancipation celebration was a success, the following places being largely represented: Topeka, Emporia, Eskridge, Carbondale and Osage City. Emporia, with the Odair Lady band, was the attraction of the day, and rendered splendid music for the entire day. The following distinguished gentlemen spoke: Rev. A. Faulkner, Osage City; Dr. Vernella, Topeka, and Hon. Paul Jones, Topeka. Mr. Jones, the orator of the day, proved himself able, not only as a speaker on the emancipation question, but went down the line and brought up the new and old principles of the G. O. P. with such force and power that white and colored people who had not seats stood on their feet for 1½ hours like so many statues listening.: [793, 547, 974, 1010]
- article-paragraph: Colored voters of Lyon county will organize a McKinley and Roosevelt club under the auspices of Afro-American league Monday evening, August 20.: [598, 1359, 779, 1470]
- article-paragraph: A very pleasant party was held at Lakeside last Wednesday in honor of the visitors attending street fair.: [208, 1936, 389, 2010]
- profit-text: Is to join one of the personally conducted California excursions of the Santa Fe Route. Congenial companions are assured. Special conductors relieve you of all care and contribute materially to your enjoyment. No extra charge. Inquire of: [1195, 1635, 1449, 1706]
- column-5: [786, 40, 981, 2016]
- howard-including: INCLUDING: [1185, 1430, 1458, 1442]
- hearse-illustration: [1192, 308, 1452, 406]
- osage-city-heading: [793, 463, 974, 485]
- article-paragraph: Prof. William Hayes' band gave a promenade and ice cream social at the residence of Charles Ashley Tuesday evening.: [598, 1850, 779, 1943]
- gordon-text: Newly furnished rooms, with or without board—Hot and Cold Baths, Cigars and Tobacco.: [1185, 1293, 1458, 1322]
- rock-island-logo: [993, 1097, 1163, 1205]
- howard-name: HOWARD UNIVERSITY.: [1185, 1373, 1458, 1396]
- article-paragraph: Mrs. Fannie Leslie's little boy fell from a horse and was severely injured.: [598, 1208, 779, 1264]
- ladies-text: En route to California should join one of the Santa Fe Route personally conducted excursions. The petty cares and annoyances of long-distance travel are taken off their hands by the excursion conductor No extra charge. Full information cheerfully furnished.: [1195, 690, 1449, 762]
- rate-line: One Regular Fare plus $2.00 Round Trip: [988, 1212, 1169, 1244]
- garden-city-heading-text: Garden City.: [442, 222, 545, 243]
- article-paragraph: F. K. Douglas filled a week's engagement at Fairmount Park as tenor in a trio composed of Madame Porter-Cole, lyric soprano and Mr. Frank G. Fowler baritone. Mme. Cole enjoys the gift of international fame and drew large crowds to the park nightly.: [403, 847, 584, 1032]
- article-paragraph: Bertha Smith has removed to Omaha.: [208, 352, 389, 389]
- knight-title: UNDERTAKER AND EMBALMER.: [1185, 294, 1458, 308]
- article-paragraph: A number of Tuskegee graduates, who are engaged in business throughout the country will be present at the organization of the National Negro Business league which will meet at Boston August 23 and 24.: [13, 528, 194, 676]
- ladies-ad: [1187, 567, 1457, 805]
